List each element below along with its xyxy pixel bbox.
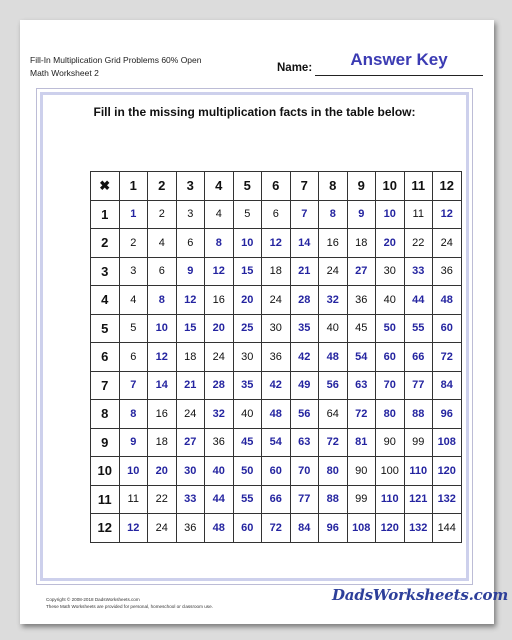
answer-cell: 20 bbox=[148, 457, 177, 486]
column-header: 8 bbox=[319, 172, 348, 201]
given-cell: 2 bbox=[148, 200, 177, 229]
answer-cell: 35 bbox=[290, 314, 319, 343]
given-cell: 144 bbox=[433, 514, 462, 543]
answer-cell: 35 bbox=[233, 371, 262, 400]
answer-cell: 8 bbox=[319, 200, 348, 229]
given-cell: 24 bbox=[262, 286, 291, 315]
given-cell: 99 bbox=[404, 428, 433, 457]
column-header: 5 bbox=[233, 172, 262, 201]
given-cell: 24 bbox=[176, 400, 205, 429]
answer-cell: 72 bbox=[433, 343, 462, 372]
given-cell: 24 bbox=[205, 343, 234, 372]
column-header: 11 bbox=[404, 172, 433, 201]
worksheet-frame bbox=[36, 88, 473, 585]
given-cell: 6 bbox=[119, 343, 148, 372]
answer-cell: 33 bbox=[404, 257, 433, 286]
answer-cell: 21 bbox=[176, 371, 205, 400]
given-cell: 11 bbox=[404, 200, 433, 229]
row-header: 2 bbox=[91, 229, 120, 258]
answer-cell: 10 bbox=[233, 229, 262, 258]
footer-notice bbox=[46, 596, 213, 610]
answer-cell: 21 bbox=[290, 257, 319, 286]
grid-row bbox=[91, 485, 462, 514]
answer-cell: 72 bbox=[319, 428, 348, 457]
answer-cell: 10 bbox=[119, 457, 148, 486]
answer-cell: 8 bbox=[205, 229, 234, 258]
row-header: 11 bbox=[91, 485, 120, 514]
answer-cell: 120 bbox=[376, 514, 405, 543]
answer-cell: 7 bbox=[119, 371, 148, 400]
given-cell: 18 bbox=[262, 257, 291, 286]
given-cell: 24 bbox=[319, 257, 348, 286]
grid-row bbox=[91, 343, 462, 372]
grid-row bbox=[91, 286, 462, 315]
answer-cell: 55 bbox=[404, 314, 433, 343]
answer-cell: 42 bbox=[290, 343, 319, 372]
answer-cell: 40 bbox=[205, 457, 234, 486]
answer-cell: 66 bbox=[404, 343, 433, 372]
answer-cell: 132 bbox=[404, 514, 433, 543]
column-header: 6 bbox=[262, 172, 291, 201]
column-header: 7 bbox=[290, 172, 319, 201]
grid-body bbox=[91, 172, 462, 543]
answer-cell: 20 bbox=[376, 229, 405, 258]
answer-cell: 60 bbox=[433, 314, 462, 343]
given-cell: 22 bbox=[404, 229, 433, 258]
answer-cell: 20 bbox=[233, 286, 262, 315]
answer-cell: 48 bbox=[262, 400, 291, 429]
answer-cell: 96 bbox=[433, 400, 462, 429]
column-header: 10 bbox=[376, 172, 405, 201]
title-line-1: Fill-In Multiplication Grid Problems 60% Open bbox=[30, 55, 202, 65]
row-header: 6 bbox=[91, 343, 120, 372]
grid-row bbox=[91, 371, 462, 400]
answer-cell: 77 bbox=[290, 485, 319, 514]
given-cell: 99 bbox=[347, 485, 376, 514]
given-cell: 40 bbox=[233, 400, 262, 429]
answer-cell: 9 bbox=[347, 200, 376, 229]
answer-cell: 50 bbox=[233, 457, 262, 486]
title-line-2: Math Worksheet 2 bbox=[30, 68, 99, 78]
grid-row bbox=[91, 514, 462, 543]
given-cell: 24 bbox=[148, 514, 177, 543]
given-cell: 4 bbox=[119, 286, 148, 315]
given-cell: 36 bbox=[205, 428, 234, 457]
given-cell: 36 bbox=[347, 286, 376, 315]
row-header: 9 bbox=[91, 428, 120, 457]
given-cell: 40 bbox=[319, 314, 348, 343]
given-cell: 30 bbox=[262, 314, 291, 343]
answer-cell: 60 bbox=[376, 343, 405, 372]
answer-cell: 12 bbox=[433, 200, 462, 229]
answer-cell: 48 bbox=[433, 286, 462, 315]
column-header: 9 bbox=[347, 172, 376, 201]
row-header: 12 bbox=[91, 514, 120, 543]
answer-cell: 49 bbox=[290, 371, 319, 400]
answer-cell: 110 bbox=[376, 485, 405, 514]
answer-cell: 28 bbox=[205, 371, 234, 400]
grid-row bbox=[91, 400, 462, 429]
grid-row bbox=[91, 200, 462, 229]
given-cell: 6 bbox=[148, 257, 177, 286]
answer-cell: 12 bbox=[205, 257, 234, 286]
answer-cell: 28 bbox=[290, 286, 319, 315]
answer-cell: 96 bbox=[319, 514, 348, 543]
grid-row bbox=[91, 428, 462, 457]
given-cell: 3 bbox=[119, 257, 148, 286]
given-cell: 36 bbox=[176, 514, 205, 543]
usage-notice: These Math Worksheets are provided for personal, homeschool or classroom use. bbox=[46, 604, 213, 609]
answer-cell: 108 bbox=[347, 514, 376, 543]
given-cell: 4 bbox=[205, 200, 234, 229]
column-header: 12 bbox=[433, 172, 462, 201]
given-cell: 90 bbox=[376, 428, 405, 457]
given-cell: 36 bbox=[262, 343, 291, 372]
answer-cell: 55 bbox=[233, 485, 262, 514]
given-cell: 5 bbox=[233, 200, 262, 229]
answer-cell: 48 bbox=[319, 343, 348, 372]
answer-cell: 12 bbox=[148, 343, 177, 372]
answer-cell: 32 bbox=[205, 400, 234, 429]
answer-cell: 42 bbox=[262, 371, 291, 400]
answer-cell: 54 bbox=[347, 343, 376, 372]
answer-cell: 10 bbox=[148, 314, 177, 343]
answer-cell: 88 bbox=[404, 400, 433, 429]
name-label: Name: bbox=[277, 62, 313, 74]
column-header: 4 bbox=[205, 172, 234, 201]
answer-cell: 48 bbox=[205, 514, 234, 543]
answer-cell: 33 bbox=[176, 485, 205, 514]
given-cell: 16 bbox=[205, 286, 234, 315]
row-header: 8 bbox=[91, 400, 120, 429]
answer-cell: 80 bbox=[319, 457, 348, 486]
given-cell: 16 bbox=[319, 229, 348, 258]
answer-cell: 120 bbox=[433, 457, 462, 486]
copyright-text: Copyright © 2008-2018 DadsWorksheets.com bbox=[46, 597, 140, 602]
answer-cell: 27 bbox=[347, 257, 376, 286]
answer-cell: 14 bbox=[290, 229, 319, 258]
given-cell: 6 bbox=[262, 200, 291, 229]
given-cell: 24 bbox=[433, 229, 462, 258]
answer-cell: 70 bbox=[290, 457, 319, 486]
given-cell: 18 bbox=[148, 428, 177, 457]
column-header: 2 bbox=[148, 172, 177, 201]
worksheet-page bbox=[20, 20, 509, 624]
given-cell: 18 bbox=[347, 229, 376, 258]
row-header: 3 bbox=[91, 257, 120, 286]
answer-cell: 110 bbox=[404, 457, 433, 486]
answer-cell: 12 bbox=[119, 514, 148, 543]
answer-cell: 54 bbox=[262, 428, 291, 457]
answer-cell: 44 bbox=[404, 286, 433, 315]
given-cell: 45 bbox=[347, 314, 376, 343]
instructions: Fill in the missing multiplication facts in the table below: bbox=[93, 105, 416, 119]
brand-logo: DadsWorksheets.com bbox=[332, 586, 509, 604]
answer-cell: 45 bbox=[233, 428, 262, 457]
row-header: 5 bbox=[91, 314, 120, 343]
answer-key-label: Answer Key bbox=[350, 50, 448, 69]
grid-row bbox=[91, 314, 462, 343]
given-cell: 5 bbox=[119, 314, 148, 343]
answer-cell: 63 bbox=[347, 371, 376, 400]
answer-cell: 132 bbox=[433, 485, 462, 514]
answer-cell: 7 bbox=[290, 200, 319, 229]
answer-cell: 56 bbox=[319, 371, 348, 400]
given-cell: 40 bbox=[376, 286, 405, 315]
answer-cell: 1 bbox=[119, 200, 148, 229]
given-cell: 30 bbox=[233, 343, 262, 372]
answer-cell: 66 bbox=[262, 485, 291, 514]
row-header: 10 bbox=[91, 457, 120, 486]
given-cell: 2 bbox=[119, 229, 148, 258]
answer-cell: 84 bbox=[290, 514, 319, 543]
given-cell: 100 bbox=[376, 457, 405, 486]
answer-cell: 8 bbox=[119, 400, 148, 429]
answer-cell: 88 bbox=[319, 485, 348, 514]
grid-row bbox=[91, 457, 462, 486]
answer-cell: 27 bbox=[176, 428, 205, 457]
worksheet-frame-inner bbox=[40, 92, 469, 581]
answer-cell: 9 bbox=[176, 257, 205, 286]
answer-cell: 60 bbox=[262, 457, 291, 486]
grid-row bbox=[91, 229, 462, 258]
answer-cell: 14 bbox=[148, 371, 177, 400]
name-field-line bbox=[315, 75, 483, 76]
given-cell: 64 bbox=[319, 400, 348, 429]
answer-cell: 20 bbox=[205, 314, 234, 343]
given-cell: 36 bbox=[433, 257, 462, 286]
answer-cell: 81 bbox=[347, 428, 376, 457]
answer-cell: 12 bbox=[262, 229, 291, 258]
given-cell: 22 bbox=[148, 485, 177, 514]
answer-cell: 121 bbox=[404, 485, 433, 514]
given-cell: 16 bbox=[148, 400, 177, 429]
given-cell: 30 bbox=[376, 257, 405, 286]
answer-cell: 72 bbox=[262, 514, 291, 543]
worksheet-title bbox=[30, 54, 201, 80]
answer-cell: 10 bbox=[376, 200, 405, 229]
answer-cell: 30 bbox=[176, 457, 205, 486]
answer-cell: 63 bbox=[290, 428, 319, 457]
answer-cell: 15 bbox=[233, 257, 262, 286]
column-header: 3 bbox=[176, 172, 205, 201]
multiply-icon: ✖ bbox=[91, 172, 120, 201]
row-header: 1 bbox=[91, 200, 120, 229]
answer-cell: 56 bbox=[290, 400, 319, 429]
answer-cell: 9 bbox=[119, 428, 148, 457]
answer-cell: 15 bbox=[176, 314, 205, 343]
given-cell: 11 bbox=[119, 485, 148, 514]
given-cell: 18 bbox=[176, 343, 205, 372]
grid-row bbox=[91, 257, 462, 286]
grid-header-row bbox=[91, 172, 462, 201]
answer-cell: 80 bbox=[376, 400, 405, 429]
answer-cell: 25 bbox=[233, 314, 262, 343]
multiplication-grid bbox=[90, 171, 462, 543]
given-cell: 90 bbox=[347, 457, 376, 486]
answer-cell: 70 bbox=[376, 371, 405, 400]
answer-cell: 72 bbox=[347, 400, 376, 429]
column-header: 1 bbox=[119, 172, 148, 201]
given-cell: 3 bbox=[176, 200, 205, 229]
row-header: 7 bbox=[91, 371, 120, 400]
answer-cell: 12 bbox=[176, 286, 205, 315]
given-cell: 6 bbox=[176, 229, 205, 258]
answer-cell: 77 bbox=[404, 371, 433, 400]
answer-cell: 8 bbox=[148, 286, 177, 315]
answer-cell: 50 bbox=[376, 314, 405, 343]
answer-cell: 84 bbox=[433, 371, 462, 400]
answer-cell: 32 bbox=[319, 286, 348, 315]
given-cell: 4 bbox=[148, 229, 177, 258]
answer-cell: 108 bbox=[433, 428, 462, 457]
answer-cell: 44 bbox=[205, 485, 234, 514]
row-header: 4 bbox=[91, 286, 120, 315]
answer-cell: 60 bbox=[233, 514, 262, 543]
